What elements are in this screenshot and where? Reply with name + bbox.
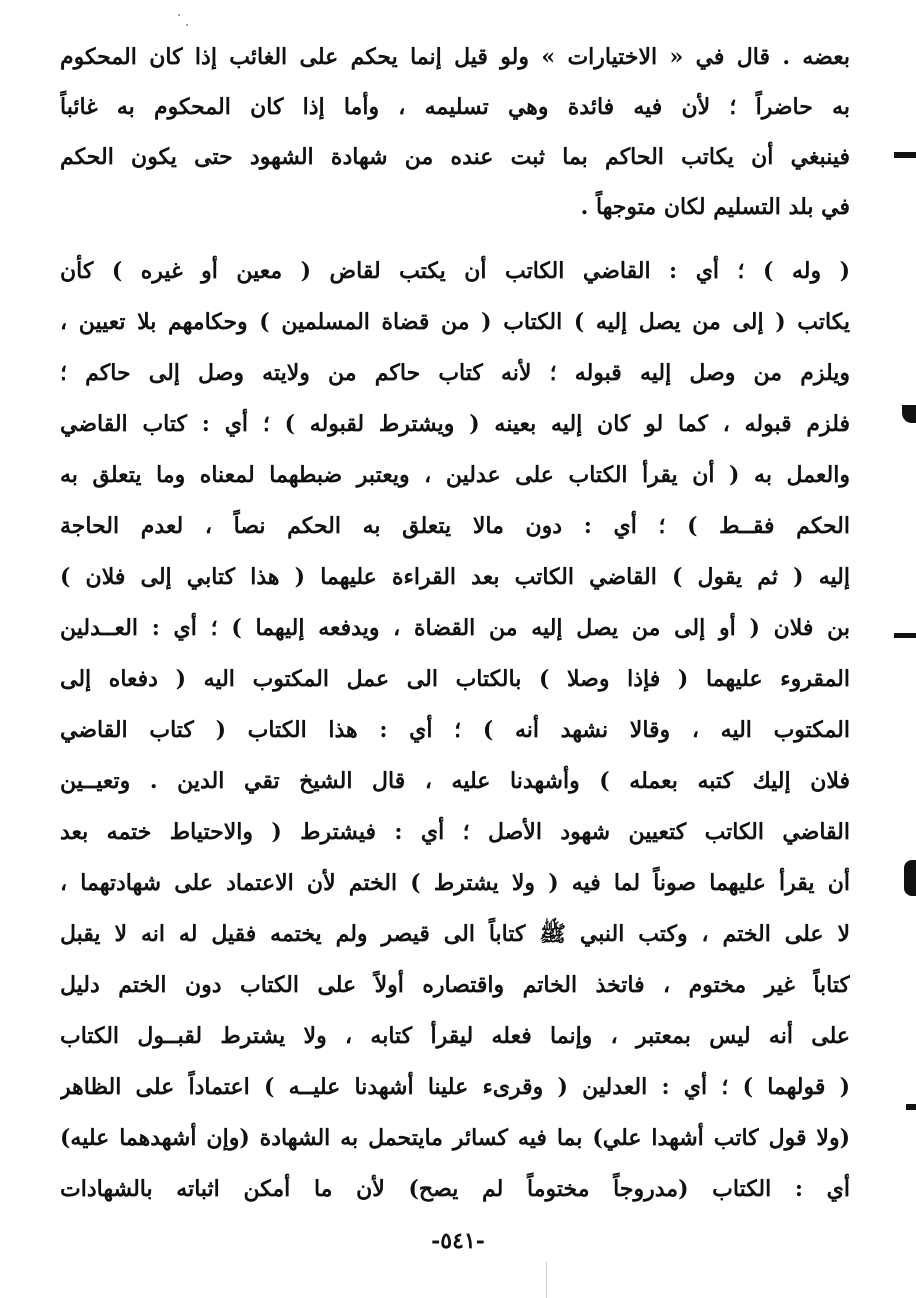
scan-edge-mark bbox=[894, 152, 916, 158]
scan-speck bbox=[178, 14, 180, 16]
text-line-16: القاضي الكاتب كتعيين شهود الأصل ؛ أي : فيشترط ( والاحتياط ختمه بعد bbox=[60, 819, 850, 845]
text-line-10: الحكم فقــط ) ؛ أي : دون مالا يتعلق به الحكم نصاً ، لعدم الحاجة bbox=[60, 513, 850, 539]
text-line-7: ويلزم من وصل إليه قبوله ؛ لأنه كتاب حاكم من ولايته وصل إلى حاكم ؛ bbox=[60, 360, 850, 386]
text-line-8: فلزم قبوله ، كما لو كان إليه بعينه ( ويشترط لقبوله ) ؛ أي : كتاب القاضي bbox=[60, 411, 850, 437]
text-line-14: المكتوب اليه ، وقالا نشهد أنه ) ؛ أي : هذا الكتاب ( كتاب القاضي bbox=[60, 717, 850, 743]
scan-edge-mark bbox=[894, 633, 916, 638]
text-line-20: على أنه ليس بمعتبر ، وإنما فعله ليقرأ كتابه ، ولا يشترط لقبــول الكتاب bbox=[60, 1023, 850, 1049]
text-line-18: لا على الختم ، وكتب النبي ﷺ كتاباً الى قيصر ولم يختمه فقيل له انه لا يقبل bbox=[60, 921, 850, 947]
page-number: -٥٤١- bbox=[431, 1228, 485, 1254]
text-line-17: أن يقرأ عليهما صوناً لما فيه ( ولا يشترط ) الختم لأن الاعتماد على شهادتهما ، bbox=[60, 870, 850, 896]
scan-edge-mark bbox=[906, 1104, 916, 1110]
text-line-6: يكاتب ( إلى من يصل إليه ) الكتاب ( من قضاة المسلمين ) وحكامهم بلا تعيين ، bbox=[60, 309, 850, 335]
text-line-9: والعمل به ( أن يقرأ الكتاب على عدلين ، ويعتبر ضبطهما لمعناه وما يتعلق به bbox=[60, 462, 850, 488]
text-line-12: بن فلان ( أو إلى من يصل إليه من القضاة ، ويدفعه إليهما ) ؛ أي : العــدلين bbox=[60, 615, 850, 641]
text-line-23: أي : الكتاب (مدروجاً مختوماً لم يصح) لأن ما أمكن اثباته بالشهادات bbox=[60, 1176, 850, 1202]
text-line-2: به حاضراً ؛ لأن فيه فائدة وهي تسليمه ، وأما إذا كان المحكوم به غائباً bbox=[60, 94, 850, 120]
text-line-1: بعضه . قال في « الاختيارات » ولو قيل إنما يحكم على الغائب إذا كان المحكوم bbox=[60, 44, 850, 70]
scan-edge-mark bbox=[904, 860, 916, 896]
text-line-3: فينبغي أن يكاتب الحاكم بما ثبت عنده من شهادة الشهود حتى يكون الحكم bbox=[60, 144, 850, 170]
text-line-21: ( قولهما ) ؛ أي : العدلين ( وقرىء علينا أشهدنا عليــه ) اعتماداً على الظاهر bbox=[60, 1074, 850, 1100]
text-line-5: ( وله ) ؛ أي : القاضي الكاتب أن يكتب لقاض ( معين أو غيره ) كأن bbox=[60, 258, 850, 284]
text-line-22: (ولا قول كاتب أشهدا علي) بما فيه كسائر مايتحمل به الشهادة (وإن أشهدهما عليه) bbox=[60, 1125, 850, 1151]
text-line-15: فلان إليك كتبه بعمله ) وأشهدنا عليه ، قال الشيخ تقي الدين . وتعيــين bbox=[60, 768, 850, 794]
scan-fold-line bbox=[546, 1262, 547, 1298]
text-line-4: في بلد التسليم لكان متوجهاً . bbox=[580, 194, 850, 220]
scan-speck bbox=[186, 24, 188, 26]
text-line-19: كتاباً غير مختوم ، فاتخذ الخاتم واقتصاره أولاً على الكتاب دون الختم دليل bbox=[60, 972, 850, 998]
text-line-11: إليه ( ثم يقول ) القاضي الكاتب بعد القراءة عليهما ( هذا كتابي إلى فلان ) bbox=[60, 564, 850, 590]
text-line-13: المقروء عليهما ( فإذا وصلا ) بالكتاب الى عمل المكتوب اليه ( دفعاه إلى bbox=[60, 666, 850, 692]
scan-edge-mark bbox=[902, 405, 916, 423]
